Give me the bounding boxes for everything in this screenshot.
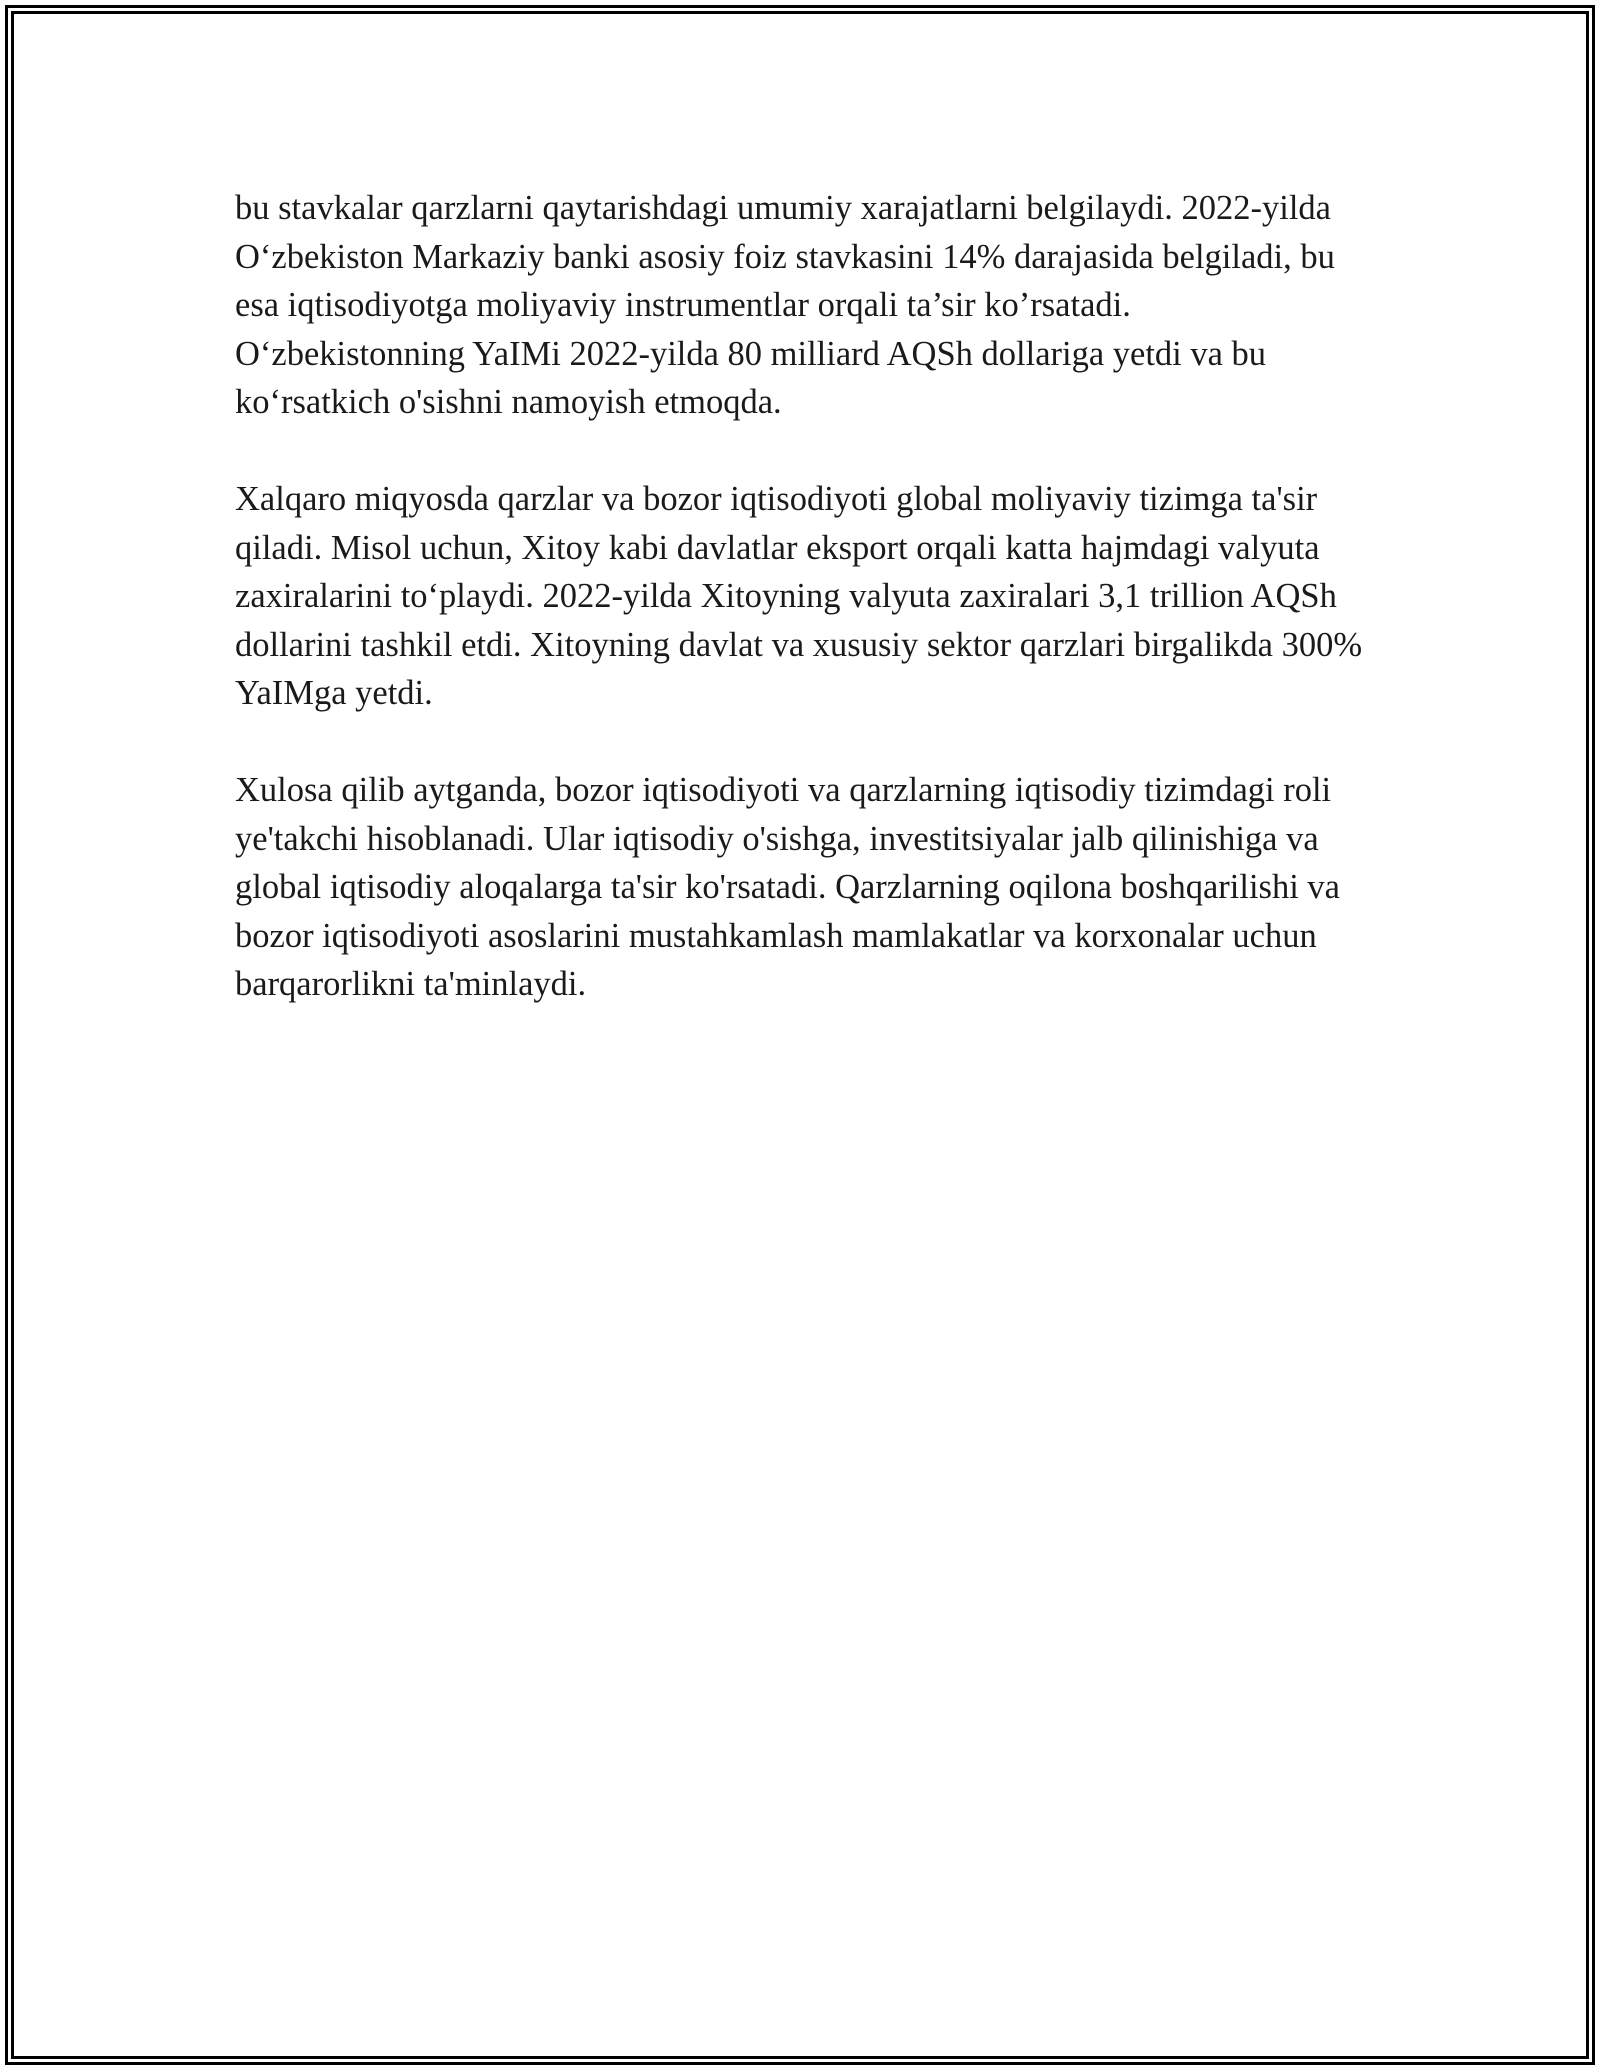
paragraph-conclusion: Xulosa qilib aytganda, bozor iqtisodiyoti va qarzlarning iqtisodiy tizimdagi roli ye'takchi hisoblanadi. Ular iqtisodiy o'sishga, investitsiyalar jalb qilinishiga va global iqtisodiy aloqalarga ta'sir ko'rsatadi. Qarzlarning oqilona boshqarilishi va bozor iqtisodiyoti asoslarini mustahkamlash mamlakatlar va korxonalar uchun barqarorlikni ta'minlaydi. bbox=[235, 771, 1340, 1003]
paragraph-international-debt: Xalqaro miqyosda qarzlar va bozor iqtisodiyoti global moliyaviy tizimga ta'sir qiladi. Misol uchun, Xitoy kabi davlatlar eksport orqali katta hajmdagi valyuta zaxiralarini to‘playdi. 2022-yilda Xitoyning valyuta zaxiralari 3,1 trillion AQSh dollarini tashkil etdi. Xitoyning davlat va xususiy sektor qarzlari birgalikda 300% YaIMga yetdi. bbox=[235, 480, 1363, 712]
paragraph-policy-rate: bu stavkalar qarzlarni qaytarishdagi umumiy xarajatlarni belgilaydi. 2022-yilda O‘zbekiston Markaziy banki asosiy foiz stavkasini 14% darajasida belgiladi, bu esa iqtisodiyotga moliyaviy instrumentlar orqali ta’sir ko’rsatadi. O‘zbekistonning YaIMi 2022-yilda 80 milliard AQSh dollariga yetdi va bu ko‘rsatkich o'sishni namoyish etmoqda. bbox=[235, 189, 1335, 421]
document-body bbox=[235, 184, 1365, 1057]
